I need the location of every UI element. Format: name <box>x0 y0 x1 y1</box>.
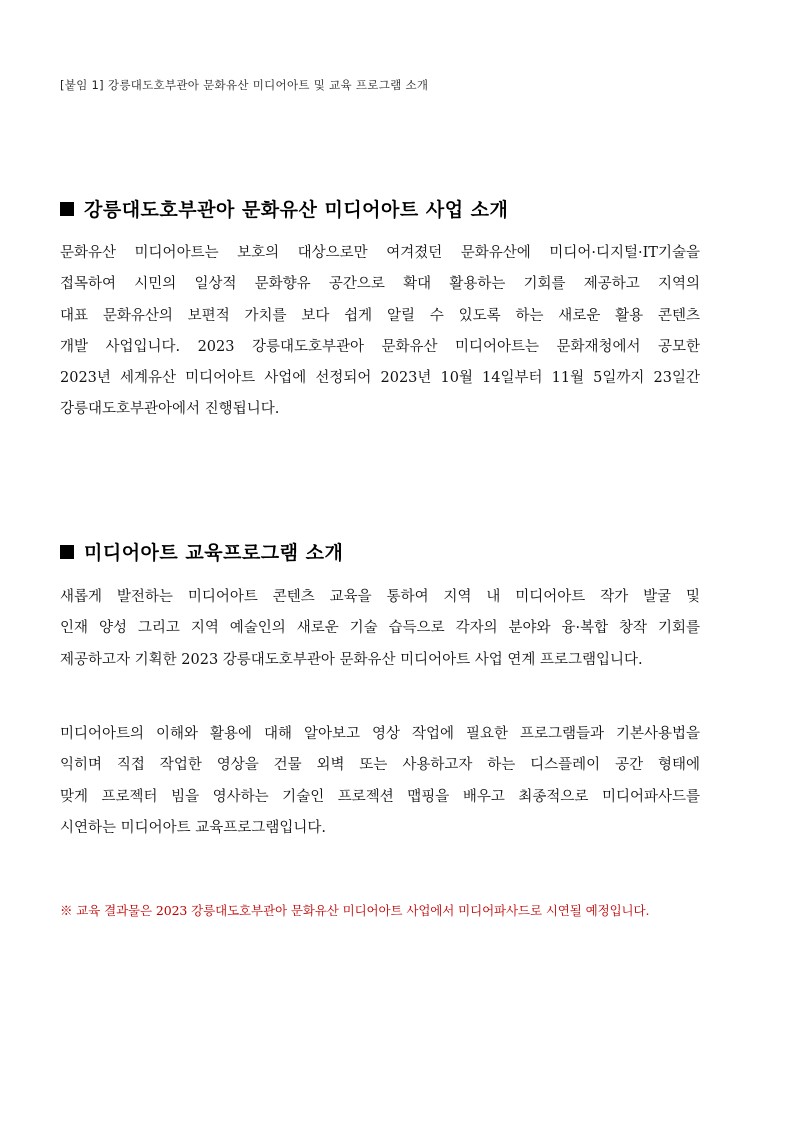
section-title: 미디어아트 교육프로그램 소개 <box>84 542 344 564</box>
paragraph-line: 접목하여 시민의 일상적 문화향유 공간으로 확대 활용하는 기회를 제공하고 지역의 <box>60 276 700 293</box>
paragraph-line: 2023년 세계유산 미디어아트 사업에 선정되어 2023년 10월 14일부터 11월 5일까지 23일간 <box>60 370 700 387</box>
black-square-bullet-icon <box>60 545 74 559</box>
section-heading-media-art-project <box>60 195 508 222</box>
paragraph-line: 익히며 직접 작업한 영상을 건물 외벽 또는 사용하고자 하는 디스플레이 공간 형태에 <box>60 757 700 774</box>
paragraph-line: 미디어아트의 이해와 활용에 대해 알아보고 영상 작업에 필요한 프로그램들과 기본사용법을 <box>60 726 700 742</box>
paragraph-line: 개발 사업입니다. 2023 강릉대도호부관아 문화유산 미디어아트는 문화재청에서 공모한 <box>60 338 700 355</box>
black-square-bullet-icon <box>60 202 74 216</box>
media-art-project-paragraph <box>60 238 700 426</box>
paragraph-line: 시연하는 미디어아트 교육프로그램입니다. <box>60 819 326 836</box>
section-title: 강릉대도호부관아 문화유산 미디어아트 사업 소개 <box>84 199 509 221</box>
education-program-paragraph-1 <box>60 582 700 676</box>
education-program-paragraph-2 <box>60 719 700 844</box>
paragraph-line: 새롭게 발전하는 미디어아트 콘텐츠 교육을 통하여 지역 내 미디어아트 작가 발굴 및 <box>60 589 700 605</box>
section-heading-education-program <box>60 538 343 565</box>
paragraph-line: 맞게 프로젝터 빔을 영사하는 기술인 프로젝션 맵핑을 배우고 최종적으로 미디어파사드를 <box>60 788 700 805</box>
paragraph-line: 강릉대도호부관아에서 진행됩니다. <box>60 401 280 418</box>
paragraph-line: 대표 문화유산의 보편적 가치를 보다 쉽게 알릴 수 있도록 하는 새로운 활용 콘텐츠 <box>60 307 700 324</box>
paragraph-line: 문화유산 미디어아트는 보호의 대상으로만 여겨졌던 문화유산에 미디어·디지털·IT기술을 <box>60 245 700 261</box>
result-note: ※ 교육 결과물은 2023 강릉대도호부관아 문화유산 미디어아트 사업에서 미디어파사드로 시연될 예정입니다. <box>60 903 650 918</box>
paragraph-line: 제공하고자 기획한 2023 강릉대도호부관아 문화유산 미디어아트 사업 연계 프로그램입니다. <box>60 651 643 668</box>
attachment-caption: [붙임 1] 강릉대도호부관아 문화유산 미디어아트 및 교육 프로그램 소개 <box>60 78 429 92</box>
paragraph-line: 인재 양성 그리고 지역 예술인의 새로운 기술 습득으로 각자의 분야와 융·복합 창작 기회를 <box>60 620 700 637</box>
